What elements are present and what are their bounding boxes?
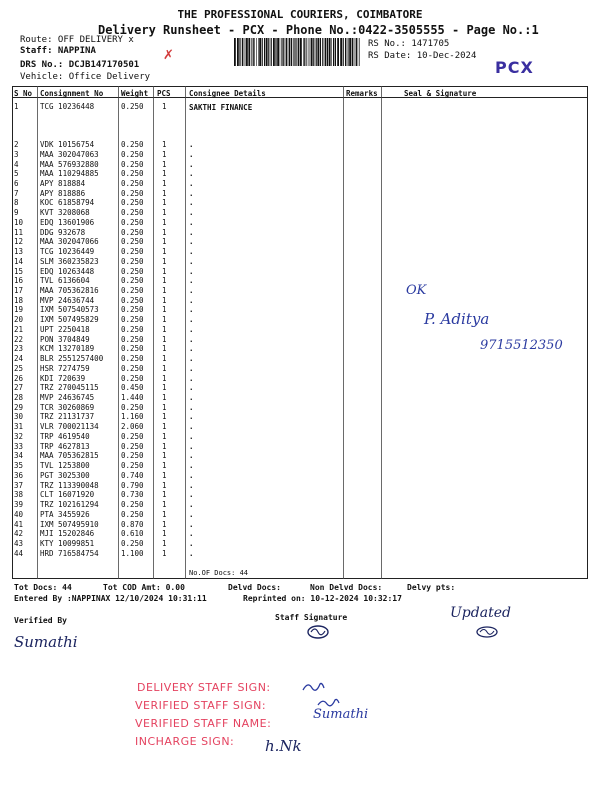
row-sno: 24 — [14, 354, 24, 364]
row-consignment-no: DDG 932678 — [40, 227, 86, 237]
row-sno: 21 — [14, 324, 24, 334]
stamp-verified-staff-sign: VERIFIED STAFF SIGN: — [135, 699, 267, 712]
barcode-icon — [234, 38, 362, 66]
row-sno: 28 — [14, 393, 24, 402]
handwritten-ok: OK — [406, 283, 427, 298]
row-weight: 0.250 — [121, 295, 144, 305]
row-consignee-detail: . — [189, 470, 194, 480]
row-consignment-no: HRD 716584754 — [40, 548, 99, 558]
row-consignment-no: CLT 16071920 — [40, 490, 95, 500]
delvy-pts: Delvy pts: — [407, 583, 456, 592]
row-weight: 0.250 — [121, 538, 144, 548]
row-weight: 0.250 — [121, 266, 144, 276]
row-consignment-no: MVP 24636745 — [40, 393, 95, 402]
row-consignment-no: TRZ 270045115 — [40, 383, 99, 393]
stamp-delivery-staff-sign: DELIVERY STAFF SIGN: — [137, 681, 271, 694]
row-pcs: 1 — [162, 538, 167, 548]
row-weight: 0.250 — [121, 227, 144, 237]
row-pcs: 1 — [162, 149, 167, 159]
row-consignment-no: KCM 13270189 — [40, 344, 95, 354]
row-consignee-detail: . — [189, 295, 194, 305]
verified-by-label: Verified By — [14, 616, 67, 625]
row-consignee-detail: . — [189, 373, 194, 383]
row-sno: 38 — [14, 490, 24, 500]
row-sno: 30 — [14, 412, 24, 422]
row-weight: 0.870 — [121, 519, 144, 529]
row-weight: 0.250 — [121, 509, 144, 519]
row-weight: 0.250 — [121, 402, 144, 412]
row-weight: 0.250 — [121, 373, 144, 383]
reprinted-on: Reprinted on: 10-12-2024 10:32:17 — [243, 594, 402, 603]
row-consignment-no: APY 818886 — [40, 188, 86, 198]
row-pcs: 1 — [162, 402, 167, 412]
row-consignee-detail: . — [189, 159, 194, 169]
row-pcs: 1 — [162, 217, 167, 227]
tot-docs: Tot Docs: 44 — [14, 583, 72, 592]
row-sno: 6 — [14, 178, 19, 188]
row-pcs: 1 — [162, 393, 167, 402]
row-weight: 0.250 — [121, 286, 144, 295]
row-consignee-detail: . — [189, 149, 194, 159]
row-pcs: 1 — [162, 461, 167, 471]
row-weight: 0.250 — [121, 188, 144, 198]
row-consignment-no: APY 818884 — [40, 178, 86, 188]
row-sno: 3 — [14, 149, 19, 159]
row-sno: 37 — [14, 480, 24, 490]
row-sno: 36 — [14, 470, 24, 480]
row-consignee-detail: . — [189, 208, 194, 218]
row-pcs: 1 — [162, 102, 167, 111]
row-weight: 0.610 — [121, 529, 144, 539]
row-pcs: 1 — [162, 178, 167, 188]
row-weight: 0.250 — [121, 149, 144, 159]
row-pcs: 1 — [162, 295, 167, 305]
row-weight: 0.250 — [121, 363, 144, 373]
row-pcs: 1 — [162, 169, 167, 179]
row-consignee-detail: . — [189, 431, 194, 441]
row-weight: 0.250 — [121, 217, 144, 227]
row-consignment-no: HSR 7274759 — [40, 363, 90, 373]
row-consignee-detail: . — [189, 334, 194, 344]
first-consignee-name: SAKTHI FINANCE — [189, 103, 253, 112]
row-consignee-detail: . — [189, 490, 194, 500]
row-pcs: 1 — [162, 519, 167, 529]
row-pcs: 1 — [162, 276, 167, 286]
row-weight: 0.250 — [121, 159, 144, 169]
row-pcs: 1 — [162, 247, 167, 256]
row-consignment-no: PTA 3455926 — [40, 509, 90, 519]
row-sno: 7 — [14, 188, 19, 198]
row-weight: 0.250 — [121, 461, 144, 471]
row-weight: 0.250 — [121, 208, 144, 218]
row-consignment-no: TVL 1253800 — [40, 461, 90, 471]
rs-date: RS Date: 10-Dec-2024 — [368, 51, 477, 61]
row-consignee-detail: . — [189, 383, 194, 393]
row-sno: 26 — [14, 373, 24, 383]
row-consignment-no: TRP 4619540 — [40, 431, 90, 441]
row-pcs: 1 — [162, 412, 167, 422]
row-sno: 44 — [14, 548, 24, 558]
row-consignment-no: MAA 110294885 — [40, 169, 99, 179]
handwritten-verifier-sign: Sumathi — [14, 633, 78, 651]
row-weight: 0.250 — [121, 315, 144, 325]
row-weight: 1.100 — [121, 548, 144, 558]
row-pcs: 1 — [162, 188, 167, 198]
row-sno: 14 — [14, 256, 24, 266]
row-weight: 0.250 — [121, 256, 144, 266]
row-weight: 0.250 — [121, 431, 144, 441]
row-consignee-detail: . — [189, 509, 194, 519]
row-consignee-detail: . — [189, 266, 194, 276]
row-consignee-detail: . — [189, 412, 194, 422]
row-weight: 0.250 — [121, 247, 144, 256]
row-pcs: 1 — [162, 354, 167, 364]
row-consignment-no: IXM 507540573 — [40, 305, 99, 315]
row-consignment-no: TCG 10236449 — [40, 247, 95, 256]
row-consignee-detail: . — [189, 363, 194, 373]
row-sno: 34 — [14, 451, 24, 461]
row-sno: 27 — [14, 383, 24, 393]
row-consignment-no: MAA 576932880 — [40, 159, 99, 169]
row-consignee-detail: . — [189, 237, 194, 247]
row-consignee-detail: . — [189, 324, 194, 334]
route-label: Route: OFF DELIVERY x — [20, 35, 134, 45]
row-consignment-no: KTY 10099851 — [40, 538, 95, 548]
staff-label: Staff: NAPPINA — [20, 46, 96, 56]
row-consignee-detail: . — [189, 198, 194, 208]
row-consignee-detail: . — [189, 529, 194, 539]
row-pcs: 1 — [162, 373, 167, 383]
row-pcs: 1 — [162, 441, 167, 451]
row-pcs: 1 — [162, 198, 167, 208]
row-weight: 0.730 — [121, 490, 144, 500]
col-header-consignee: Consignee Details — [189, 89, 266, 98]
row-pcs: 1 — [162, 451, 167, 461]
row-pcs: 1 — [162, 208, 167, 218]
runsheet-title: Delivery Runsheet - PCX - Phone No.:0422-3505555 - Page No.:1 — [98, 23, 539, 37]
non-delvd-docs: Non Delvd Docs: — [310, 583, 383, 592]
row-consignee-detail: . — [189, 276, 194, 286]
row-pcs: 1 — [162, 490, 167, 500]
col-header-sno: S No — [14, 89, 33, 98]
staff-signature-label: Staff Signature — [275, 613, 348, 622]
row-weight: 0.250 — [121, 324, 144, 334]
col-header-consignment: Consignment No — [40, 89, 104, 98]
row-consignee-detail: . — [189, 247, 194, 256]
row-weight: 0.250 — [121, 178, 144, 188]
row-sno: 11 — [14, 227, 24, 237]
row-pcs: 1 — [162, 159, 167, 169]
row-consignment-no: TRZ 113390048 — [40, 480, 99, 490]
row-sno: 4 — [14, 159, 19, 169]
row-sno: 41 — [14, 519, 24, 529]
row-pcs: 1 — [162, 500, 167, 509]
row-sno: 23 — [14, 344, 24, 354]
row-weight: 0.250 — [121, 140, 144, 149]
row-consignee-detail: . — [189, 217, 194, 227]
row-pcs: 1 — [162, 256, 167, 266]
row-consignment-no: VDK 10156754 — [40, 140, 95, 149]
row-consignee-detail: . — [189, 227, 194, 237]
row-sno: 31 — [14, 422, 24, 432]
updated-scribble-icon — [474, 624, 500, 640]
no-of-docs: No.OF Docs: 44 — [189, 569, 249, 577]
row-consignee-detail: . — [189, 178, 194, 188]
row-weight: 0.250 — [121, 198, 144, 208]
row-weight: 0.790 — [121, 480, 144, 490]
row-consignment-no: KDI 720639 — [40, 373, 86, 383]
row-sno: 8 — [14, 198, 19, 208]
col-header-pcs: PCS — [157, 89, 171, 98]
row-pcs: 1 — [162, 470, 167, 480]
red-cross-mark: ✗ — [163, 48, 174, 63]
row-consignee-detail: . — [189, 500, 194, 509]
row-consignee-detail: . — [189, 344, 194, 354]
row-sno: 12 — [14, 237, 24, 247]
row-sno: 35 — [14, 461, 24, 471]
row-sno: 39 — [14, 500, 24, 509]
row-sno: 17 — [14, 286, 24, 295]
row-sno: 25 — [14, 363, 24, 373]
row-consignment-no: MAA 302047063 — [40, 149, 99, 159]
row-consignment-no: MAA 705362815 — [40, 451, 99, 461]
row-pcs: 1 — [162, 431, 167, 441]
row-pcs: 1 — [162, 266, 167, 276]
row-consignment-no: PON 3704849 — [40, 334, 90, 344]
row-sno: 9 — [14, 208, 19, 218]
row-consignment-no: TRZ 21131737 — [40, 412, 95, 422]
row-consignment-no: MJI 15202846 — [40, 529, 95, 539]
row-consignee-detail: . — [189, 548, 194, 558]
row-consignee-detail: . — [189, 286, 194, 295]
row-consignment-no: TCG 10236448 — [40, 102, 95, 111]
row-sno: 33 — [14, 441, 24, 451]
row-sno: 16 — [14, 276, 24, 286]
row-consignee-detail: . — [189, 480, 194, 490]
vehicle-label: Vehicle: Office Delivery — [20, 72, 151, 82]
row-consignee-detail: . — [189, 305, 194, 315]
row-consignment-no: TRP 4627813 — [40, 441, 90, 451]
row-consignment-no: BLR 2551257400 — [40, 354, 104, 364]
row-pcs: 1 — [162, 529, 167, 539]
row-weight: 1.440 — [121, 393, 144, 402]
stamp-incharge-sign: INCHARGE SIGN: — [135, 735, 235, 748]
rs-number: RS No.: 1471705 — [368, 39, 450, 49]
row-consignee-detail: . — [189, 140, 194, 149]
row-consignment-no: TRZ 102161294 — [40, 500, 99, 509]
drs-number: DRS No.: DCJB147170501 — [20, 60, 140, 70]
handwritten-phone: 9715512350 — [480, 338, 563, 353]
row-sno: 20 — [14, 315, 24, 325]
row-weight: 0.250 — [121, 305, 144, 315]
row-sno: 22 — [14, 334, 24, 344]
row-pcs: 1 — [162, 509, 167, 519]
row-consignment-no: IXM 507495910 — [40, 519, 99, 529]
row-consignee-detail: . — [189, 461, 194, 471]
row-pcs: 1 — [162, 140, 167, 149]
stamp-verified-staff-name: VERIFIED STAFF NAME: — [135, 717, 272, 730]
row-consignment-no: MVP 24636744 — [40, 295, 95, 305]
row-consignee-detail: . — [189, 519, 194, 529]
row-consignment-no: SLM 360235823 — [40, 256, 99, 266]
row-pcs: 1 — [162, 305, 167, 315]
row-pcs: 1 — [162, 324, 167, 334]
row-weight: 0.250 — [121, 451, 144, 461]
row-consignee-detail: . — [189, 188, 194, 198]
row-consignee-detail: . — [189, 256, 194, 266]
row-weight: 0.250 — [121, 354, 144, 364]
handwritten-receiver-name: P. Aditya — [424, 310, 490, 328]
row-sno: 40 — [14, 509, 24, 519]
row-sno: 42 — [14, 529, 24, 539]
row-pcs: 1 — [162, 344, 167, 354]
row-pcs: 1 — [162, 334, 167, 344]
row-weight: 1.160 — [121, 412, 144, 422]
row-sno: 5 — [14, 169, 19, 179]
row-consignee-detail: . — [189, 402, 194, 412]
row-pcs: 1 — [162, 422, 167, 432]
row-consignment-no: VLR 700021134 — [40, 422, 99, 432]
row-sno: 19 — [14, 305, 24, 315]
row-sno: 32 — [14, 431, 24, 441]
row-consignment-no: KOC 61858794 — [40, 198, 95, 208]
row-consignee-detail: . — [189, 422, 194, 432]
col-header-seal-signature: Seal & Signature — [404, 89, 477, 98]
row-weight: 0.250 — [121, 334, 144, 344]
row-weight: 2.060 — [121, 422, 144, 432]
row-pcs: 1 — [162, 237, 167, 247]
row-sno: 13 — [14, 247, 24, 256]
row-sno: 29 — [14, 402, 24, 412]
row-consignment-no: TVL 6136604 — [40, 276, 90, 286]
row-pcs: 1 — [162, 480, 167, 490]
row-weight: 0.250 — [121, 276, 144, 286]
row-consignment-no: EDQ 10263448 — [40, 266, 95, 276]
row-weight: 0.250 — [121, 441, 144, 451]
row-weight: 0.250 — [121, 237, 144, 247]
row-consignee-detail: . — [189, 441, 194, 451]
row-sno: 15 — [14, 266, 24, 276]
row-weight: 0.250 — [121, 169, 144, 179]
row-sno: 43 — [14, 538, 24, 548]
row-consignment-no: MAA 705362816 — [40, 286, 99, 295]
row-consignee-detail: . — [189, 315, 194, 325]
stamp-handwritten-name: Sumathi — [313, 707, 369, 722]
row-consignment-no: UPT 2250418 — [40, 324, 90, 334]
col-header-remarks: Remarks — [346, 89, 378, 98]
row-consignment-no: IXM 507495829 — [40, 315, 99, 325]
row-consignment-no: EDQ 13601906 — [40, 217, 95, 227]
handwritten-updated: Updated — [450, 605, 511, 621]
row-consignee-detail: . — [189, 451, 194, 461]
row-pcs: 1 — [162, 548, 167, 558]
row-pcs: 1 — [162, 227, 167, 237]
delvd-docs: Delvd Docs: — [228, 583, 281, 592]
row-consignee-detail: . — [189, 354, 194, 364]
row-consignee-detail: . — [189, 393, 194, 402]
row-sno: 18 — [14, 295, 24, 305]
entered-by: Entered By :NAPPINAX 12/10/2024 10:31:11 — [14, 594, 207, 603]
row-consignment-no: KVT 3208068 — [40, 208, 90, 218]
delivery-sign-scribble-icon — [300, 680, 326, 694]
row-weight: 0.250 — [121, 344, 144, 354]
row-consignment-no: MAA 302047066 — [40, 237, 99, 247]
row-consignee-detail: . — [189, 538, 194, 548]
company-name: THE PROFESSIONAL COURIERS, COIMBATORE — [177, 8, 423, 21]
row-sno: 2 — [14, 140, 19, 149]
row-consignment-no: TCR 30260869 — [40, 402, 95, 412]
row-consignee-detail: . — [189, 169, 194, 179]
row-pcs: 1 — [162, 315, 167, 325]
row-weight: 0.450 — [121, 383, 144, 393]
row-pcs: 1 — [162, 363, 167, 373]
row-sno: 10 — [14, 217, 24, 227]
row-weight: 0.250 — [121, 102, 144, 111]
staff-signature-scribble-icon — [305, 622, 331, 640]
row-sno: 1 — [14, 102, 19, 111]
row-pcs: 1 — [162, 286, 167, 295]
tot-cod-amt: Tot COD Amt: 0.00 — [103, 583, 185, 592]
pcx-stamp: PCX — [495, 58, 534, 77]
row-consignment-no: PGT 3025300 — [40, 470, 90, 480]
col-header-weight: Weight — [121, 89, 149, 98]
row-weight: 0.740 — [121, 470, 144, 480]
incharge-handwritten-sign: h.Nk — [265, 737, 302, 755]
row-pcs: 1 — [162, 383, 167, 393]
row-weight: 0.250 — [121, 500, 144, 509]
